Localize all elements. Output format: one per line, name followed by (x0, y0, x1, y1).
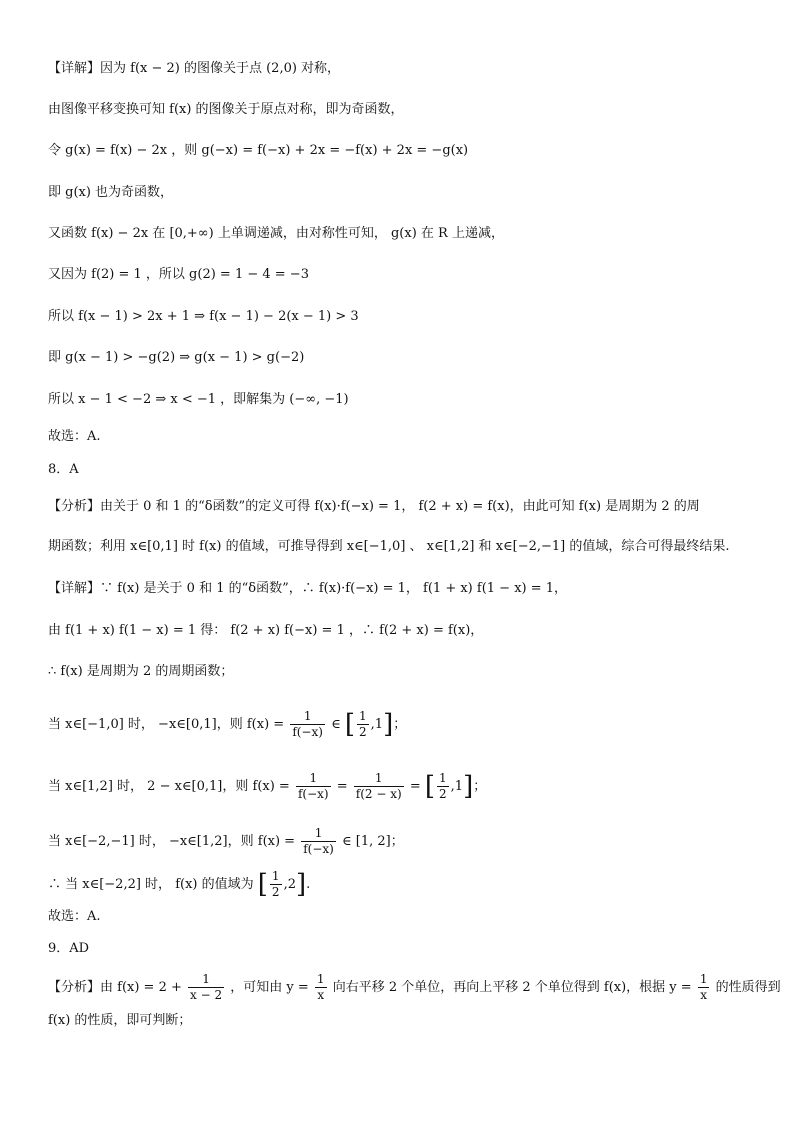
question-number: 8．A (48, 462, 79, 477)
numerator: 1 (303, 709, 312, 723)
numerator: 1 (374, 771, 383, 785)
text-fragment: ∴ 当 x∈[−2,2] 时， f(x) 的值域为 (48, 877, 254, 892)
analysis-line (48, 972, 781, 1003)
text-line: 【分析】由关于 0 和 1 的“δ函数”的定义可得 f(x)·f(−x) = 1， f(2 + x) = f(x)，由此可知 f(x) 是周期为 2 的周 (48, 499, 700, 514)
fraction (357, 709, 369, 740)
bracket-right: ] (383, 709, 394, 740)
numerator: 1 (359, 709, 367, 723)
text-line: 故选：A. (48, 429, 101, 444)
fraction (290, 709, 325, 740)
text-line: 期函数；利用 x∈[0,1] 时 f(x) 的值域，可推导得到 x∈[−1,0] 、 x∈[1,2] 和 x∈[−2,−1] 的值域，综合可得最终结果. (48, 539, 730, 554)
text-fragment: ，可知由 y = (230, 980, 309, 995)
text-fragment: ,2 (283, 877, 296, 892)
bracket-right: ] (295, 869, 307, 900)
denominator: x (698, 987, 710, 1003)
denominator: f(2 − x) (355, 787, 402, 801)
text-fragment: ； (473, 779, 487, 794)
case-line-4 (48, 869, 758, 900)
numerator: 1 (271, 869, 280, 883)
fraction (354, 771, 404, 802)
text-fragment: ∈ (331, 717, 341, 732)
case-line-2 (48, 771, 758, 802)
text-line: 所以 x − 1 < −2 ⇒ x < −1 ，即解集为 (−∞, −1) (48, 392, 349, 407)
text-line: 所以 f(x − 1) > 2x + 1 ⇒ f(x − 1) − 2(x − 1) > 3 (48, 309, 359, 324)
numerator: 1 (439, 771, 447, 785)
text-line: ∴ f(x) 是周期为 2 的周期函数； (48, 664, 234, 679)
text-line: f(x) 的性质，即可判断； (48, 1013, 192, 1028)
fraction (698, 972, 710, 1003)
text-line: 【详解】∵ f(x) 是关于 0 和 1 的“δ函数”，∴ f(x)·f(−x) = 1， f(1 + x) f(1 − x) = 1， (48, 581, 568, 596)
numerator: 1 (316, 972, 325, 986)
text-fragment: 当 x∈[1,2] 时， 2 − x∈[0,1]，则 f(x) = (48, 779, 290, 794)
denominator: f(−x) (303, 842, 334, 856)
text-fragment: ∈ [1, 2]； (342, 834, 404, 849)
text-fragment: 的性质得到 (715, 980, 781, 995)
text-line: 又函数 f(x) − 2x 在 [0,+∞) 上单调递减，由对称性可知， g(x) 在 R 上递减， (48, 226, 504, 241)
numerator: 1 (309, 771, 318, 785)
denominator: f(−x) (297, 787, 329, 801)
fraction (437, 771, 449, 802)
denominator: x − 2 (190, 988, 223, 1002)
bracket-left: [ (344, 709, 356, 740)
text-line: 令 g(x) = f(x) − 2x ，则 g(−x) = f(−x) + 2x = −f(x) + 2x = −g(x) (48, 143, 469, 158)
case-line-1 (48, 709, 758, 740)
bracket-right: ] (463, 771, 474, 802)
text-fragment: ,1 (450, 779, 464, 794)
text-fragment: = (336, 779, 348, 794)
denominator: x (315, 987, 327, 1003)
denominator: 2 (271, 885, 280, 899)
fraction (296, 771, 331, 802)
text-fragment: . (306, 877, 311, 892)
denominator: 2 (439, 787, 447, 801)
denominator: f(−x) (292, 725, 323, 739)
numerator: 1 (202, 972, 210, 986)
bracket-left: [ (257, 869, 268, 900)
text-fragment: 当 x∈[−1,0] 时， −x∈[0,1]，则 f(x) = (48, 717, 285, 732)
text-fragment: ,1 (370, 717, 384, 732)
text-line: 又因为 f(2) = 1 ，所以 g(2) = 1 − 4 = −3 (48, 267, 309, 282)
fraction (301, 826, 336, 857)
bracket-left: [ (424, 771, 436, 802)
case-line-3 (48, 826, 758, 857)
fraction (270, 869, 282, 900)
denominator: 2 (359, 725, 367, 739)
fraction (188, 972, 224, 1003)
text-fragment: ； (393, 717, 407, 732)
text-fragment: 【分析】由 f(x) = 2 + (48, 980, 182, 995)
question-number: 9．AD (48, 941, 90, 956)
text-fragment: 当 x∈[−2,−1] 时， −x∈[1,2]，则 f(x) = (48, 834, 296, 849)
text-fragment: 向右平移 2 个单位，再向上平移 2 个单位得到 f(x)，根据 y = (332, 980, 692, 995)
text-line: 故选：A. (48, 909, 101, 924)
text-fragment: = (409, 779, 421, 794)
text-line: 【详解】因为 f(x − 2) 的图像关于点 (2,0) 对称， (48, 61, 341, 76)
text-line: 即 g(x) 也为奇函数， (48, 185, 174, 200)
text-line: 由图像平移变换可知 f(x) 的图像关于原点对称，即为奇函数， (48, 102, 404, 117)
text-line: 即 g(x − 1) > −g(2) ⇒ g(x − 1) > g(−2) (48, 350, 305, 365)
text-line: 由 f(1 + x) f(1 − x) = 1 得： f(2 + x) f(−x) = 1 ，∴ f(2 + x) = f(x)， (48, 623, 484, 638)
fraction (315, 972, 327, 1003)
numerator: 1 (699, 972, 708, 986)
numerator: 1 (314, 826, 323, 840)
